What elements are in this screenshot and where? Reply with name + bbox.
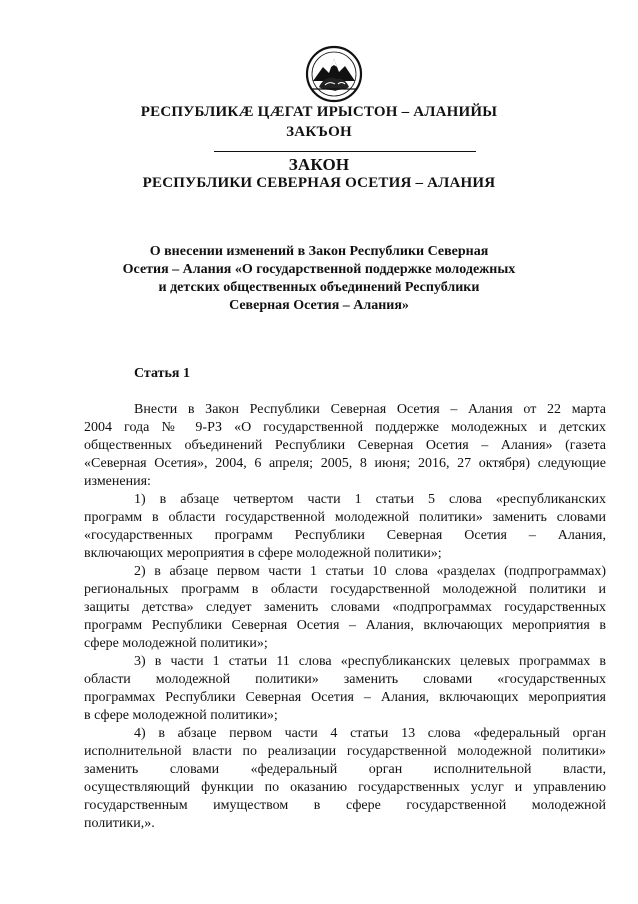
body-line: «государственных программ Республики Северная Осетия – Алания, (84, 528, 606, 543)
body-line: программах Республики Северная Осетия – Алания, включающих мероприятия (84, 690, 606, 705)
body-line: государственным имуществом в сфере государственной молодежной (84, 798, 606, 813)
body-line: включающих мероприятия в сфере молодежной политики»; (84, 546, 442, 561)
body-line: области молодежной политики» заменить словами «государственных (84, 672, 606, 687)
body-line: заменить словами «федеральный орган исполнительной власти, (84, 762, 606, 777)
body-line: 4) в абзаце первом части 4 статьи 13 слова «федеральный орган (134, 726, 606, 741)
body-line: 2) в абзаце первом части 1 статьи 10 слова «разделах (подпрограммах) (134, 564, 606, 579)
republic-name-ossetian: РЕСПУБЛИКӔ ЦӔГАТ ИРЫСТОН – АЛАНИЙЫ (140, 104, 498, 120)
body-line: «Северная Осетия», 2004, 6 апреля; 2005, 8 июня; 2016, 27 октября) следующие (84, 456, 606, 471)
republic-name-russian: РЕСПУБЛИКИ СЕВЕРНАЯ ОСЕТИЯ – АЛАНИЯ (142, 175, 496, 191)
law-title: ЗАКОН (288, 155, 350, 174)
body-line: программ в области государственной молодежной политики» заменить словами (84, 510, 606, 525)
body-line: политики,». (84, 816, 155, 831)
law-subject (0, 243, 638, 315)
subject-line: и детских общественных объединений Республики (158, 280, 480, 295)
header-divider (214, 151, 476, 152)
body-line: сфере молодежной политики»; (84, 636, 268, 651)
subject-line: Северная Осетия – Алания» (229, 298, 409, 313)
coat-of-arms-emblem (305, 45, 363, 103)
subject-line: Осетия – Алания «О государственной поддержке молодежных (122, 262, 516, 277)
body-line: 3) в части 1 статьи 11 слова «республиканских целевых программах в (134, 654, 606, 669)
article-heading: Статья 1 (134, 366, 190, 381)
body-line: в сфере молодежной политики»; (84, 708, 278, 723)
body-line: защиты детства» следует заменить словами «подпрограммах государственных (84, 600, 606, 615)
body-line: общественных объединений Республики Северная Осетия – Алания» (газета (84, 438, 606, 453)
body-line: 1) в абзаце четвертом части 1 статьи 5 слова «республиканских (134, 492, 606, 507)
body-line: изменения: (84, 474, 151, 489)
body-line: исполнительной власти по реализации государственной молодежной политики» (84, 744, 606, 759)
body-line: Внести в Закон Республики Северная Осетия – Алания от 22 марта (134, 402, 606, 417)
body-line: 2004 года № 9-РЗ «О государственной поддержке молодежных и детских (84, 420, 606, 435)
body-line: программ Республики Северная Осетия – Алания, включающих мероприятия в (84, 618, 606, 633)
article-body (84, 401, 606, 833)
subject-line: О внесении изменений в Закон Республики Северная (149, 244, 489, 259)
law-label-ossetian: ЗАКЪОН (286, 124, 352, 140)
body-line: региональных программ в области государственной молодежной политики и (84, 582, 606, 597)
body-line: осуществляющий функции по оказанию государственных услуг и управлению (84, 780, 606, 795)
